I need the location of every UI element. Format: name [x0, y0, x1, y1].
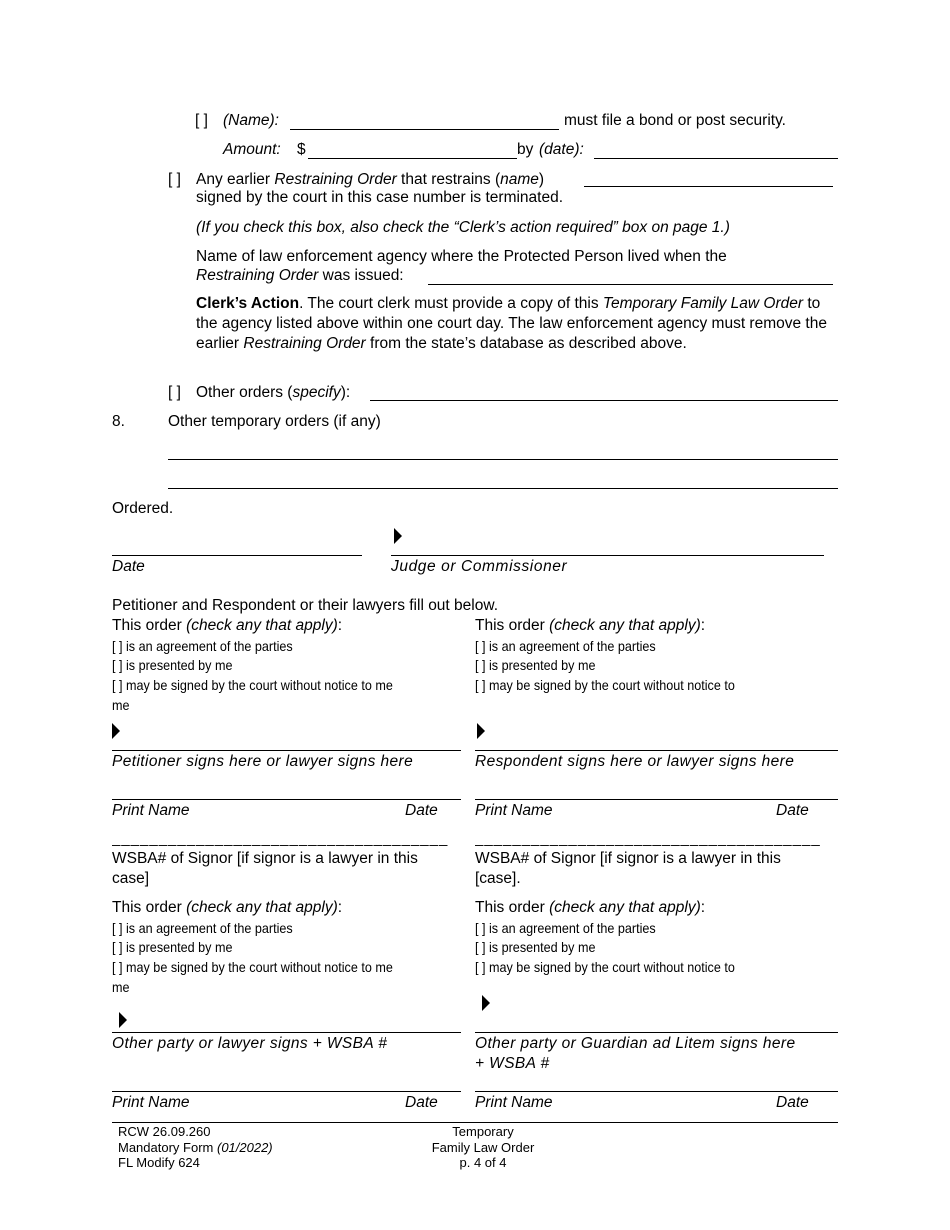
amount-label: Amount: [223, 141, 281, 158]
text: Other orders ( [196, 384, 293, 401]
respondent-sign-caption: Respondent signs here or lawyer signs here [475, 753, 795, 770]
gal-option-no-notice[interactable]: [ ] may be signed by the court without notice to [475, 959, 735, 975]
gal-sign-caption: + WSBA # [475, 1055, 550, 1072]
signature-arrow-icon [394, 528, 402, 544]
by-label: by [517, 141, 534, 158]
text: to the agency listed above within one court day. The law enforcement agency must remove the earlier [196, 295, 827, 352]
other-orders-label [196, 383, 350, 403]
text: (check any that apply) [549, 899, 701, 916]
text: was issued: [318, 267, 404, 284]
restraining-line1 [196, 170, 544, 190]
name-label: (Name): [223, 112, 279, 129]
checkbox-other-orders[interactable]: [ ] [168, 384, 181, 401]
text: Any earlier [196, 171, 275, 188]
order-date-field[interactable] [112, 555, 362, 556]
ordered-label: Ordered. [112, 500, 174, 517]
text: (01/2022) [216, 1139, 273, 1155]
petitioner-signature-field[interactable] [112, 750, 461, 751]
date-caption: Date [405, 1094, 438, 1111]
restraining-note: (If you check this box, also check the “Clerk’s action required” box on page 1.) [196, 219, 730, 236]
print-name-caption: Print Name [475, 802, 553, 819]
form-type [118, 1140, 273, 1156]
text: Restraining Order [196, 267, 319, 284]
signature-arrow-icon [482, 995, 490, 1011]
petitioner-print-name-field[interactable] [112, 799, 461, 800]
footer-divider [112, 1122, 838, 1123]
signature-arrow-icon [112, 723, 120, 739]
petitioner-option-no-notice[interactable]: [ ] may be signed by the court without notice to me [112, 677, 393, 693]
respondent-wsba-field[interactable]: _____________________________________ [475, 830, 821, 847]
agency-line1: Name of law enforcement agency where the Protected Person lived when the [196, 248, 727, 265]
wrap-text: me [112, 697, 130, 713]
print-name-caption: Print Name [112, 802, 190, 819]
text: Restraining Order [274, 171, 397, 188]
text: This order [475, 617, 550, 634]
clerk-action-paragraph [196, 294, 836, 354]
signature-arrow-icon [119, 1012, 127, 1028]
signature-arrow-icon [477, 723, 485, 739]
gal-print-name-field[interactable] [475, 1091, 838, 1092]
gal-signature-field[interactable] [475, 1032, 838, 1033]
text: This order [112, 899, 187, 916]
respondent-signature-field[interactable] [475, 750, 838, 751]
text: (check any that apply) [549, 617, 701, 634]
agency-line2 [196, 266, 404, 286]
wsba-caption: WSBA# of Signor [if signor is a lawyer in this [475, 850, 781, 867]
page-number: p. 4 of 4 [459, 1155, 507, 1170]
respondent-option-presented[interactable]: [ ] is presented by me [475, 657, 596, 673]
petitioner-option-agreement[interactable]: [ ] is an agreement of the parties [112, 638, 293, 654]
gal-option-agreement[interactable]: [ ] is an agreement of the parties [475, 920, 656, 936]
respondent-option-no-notice[interactable]: [ ] may be signed by the court without notice to [475, 677, 735, 693]
other-party-print-name-field[interactable] [112, 1091, 461, 1092]
text: : [337, 617, 343, 634]
respondent-print-name-field[interactable] [475, 799, 838, 800]
other-party-option-no-notice[interactable]: [ ] may be signed by the court without notice to me [112, 959, 393, 975]
footer-left [118, 1124, 273, 1171]
gal-sign-caption: Other party or Guardian ad Litem signs here [475, 1035, 796, 1052]
text: ): [340, 384, 351, 401]
date-caption: Date [776, 802, 809, 819]
restraining-line2: signed by the court in this case number is terminated. [196, 189, 564, 206]
other-temp-orders-line-2[interactable] [168, 488, 838, 489]
form-id: FL Modify 624 [118, 1155, 200, 1170]
text: that restrains ( [396, 171, 501, 188]
text: : [700, 899, 706, 916]
text: Restraining Order [243, 335, 366, 352]
respondent-option-agreement[interactable]: [ ] is an agreement of the parties [475, 638, 656, 654]
amount-field[interactable] [308, 158, 517, 159]
text: Clerk’s Action [196, 295, 300, 312]
form-title: Temporary [452, 1124, 514, 1139]
date-caption: Date [776, 1094, 809, 1111]
other-party-option-presented[interactable]: [ ] is presented by me [112, 939, 233, 955]
wrap-text: me [112, 979, 130, 995]
text: Temporary Family Law Order [602, 295, 804, 312]
section-number: 8. [112, 413, 125, 430]
wsba-caption: WSBA# of Signor [if signor is a lawyer in this [112, 850, 418, 867]
restrained-name-field[interactable] [584, 186, 833, 187]
text: This order [475, 899, 550, 916]
text: name [500, 171, 539, 188]
this-order-label [475, 898, 705, 918]
wsba-caption: [case]. [475, 870, 521, 887]
text: . The court clerk must provide a copy of this [299, 295, 603, 312]
dollar-sign: $ [297, 141, 306, 158]
date-caption: Date [405, 802, 438, 819]
text: This order [112, 617, 187, 634]
other-temp-orders-line-1[interactable] [168, 459, 838, 460]
other-party-option-agreement[interactable]: [ ] is an agreement of the parties [112, 920, 293, 936]
instructions: Petitioner and Respondent or their lawyers fill out below. [112, 597, 498, 614]
checkbox-bond[interactable]: [ ] [195, 112, 208, 129]
statute: RCW 26.09.260 [118, 1124, 211, 1139]
petitioner-wsba-field[interactable]: ____________________________________ [112, 830, 449, 847]
this-order-label [112, 616, 342, 636]
date-caption: Date [112, 558, 145, 575]
wsba-caption: case] [112, 870, 150, 887]
text: : [337, 899, 343, 916]
text: (check any that apply) [186, 899, 338, 916]
date-label: (date): [539, 141, 584, 158]
this-order-label [112, 898, 342, 918]
text: (check any that apply) [186, 617, 338, 634]
this-order-label [475, 616, 705, 636]
bond-date-field[interactable] [594, 158, 838, 159]
text: ) [538, 171, 545, 188]
footer-center [383, 1124, 583, 1171]
print-name-caption: Print Name [112, 1094, 190, 1111]
bond-name-field[interactable] [290, 129, 559, 130]
text: : [700, 617, 706, 634]
text: from the state’s database as described above. [365, 335, 687, 352]
petitioner-option-presented[interactable]: [ ] is presented by me [112, 657, 233, 673]
text: specify [292, 384, 341, 401]
checkbox-restraining[interactable]: [ ] [168, 171, 181, 188]
form-title: Family Law Order [431, 1139, 535, 1155]
gal-option-presented[interactable]: [ ] is presented by me [475, 939, 596, 955]
other-party-signature-field[interactable] [112, 1032, 461, 1033]
bond-text: must file a bond or post security. [564, 112, 786, 129]
judge-signature-field[interactable] [391, 555, 824, 556]
section-title: Other temporary orders (if any) [168, 413, 381, 430]
other-party-sign-caption: Other party or lawyer signs + WSBA # [112, 1035, 388, 1052]
text: Mandatory Form [118, 1139, 217, 1155]
agency-field[interactable] [428, 284, 833, 285]
petitioner-sign-caption: Petitioner signs here or lawyer signs here [112, 753, 414, 770]
judge-caption: Judge or Commissioner [391, 558, 568, 575]
print-name-caption: Print Name [475, 1094, 553, 1111]
other-orders-field[interactable] [370, 400, 838, 401]
